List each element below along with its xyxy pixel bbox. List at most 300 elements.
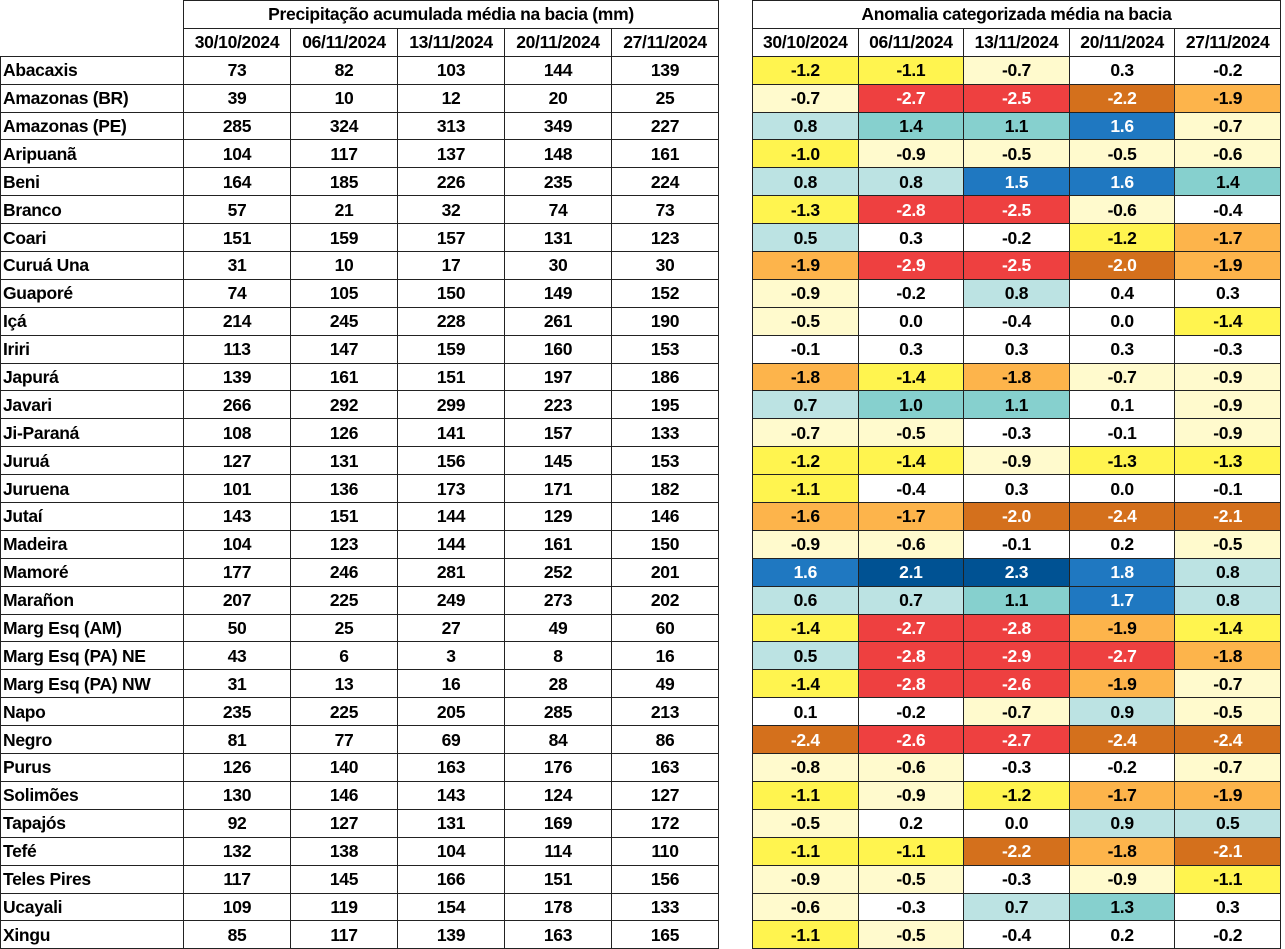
precip-cell: 104 xyxy=(184,530,291,558)
precip-cell: 49 xyxy=(505,614,612,642)
anomaly-cell: -2.9 xyxy=(858,252,964,280)
table-row xyxy=(1,921,719,949)
anomaly-cell: -1.1 xyxy=(753,837,859,865)
precip-cell: 126 xyxy=(184,754,291,782)
anomaly-cell: -2.4 xyxy=(1069,726,1175,754)
anomaly-cell: -0.5 xyxy=(1069,140,1175,168)
table-row xyxy=(753,363,1281,391)
table-row xyxy=(753,614,1281,642)
precip-cell: 43 xyxy=(184,642,291,670)
precip-cell: 131 xyxy=(398,809,505,837)
precip-cell: 152 xyxy=(612,279,719,307)
anomaly-cell: -0.6 xyxy=(1175,140,1281,168)
anomaly-cell: -1.1 xyxy=(753,475,859,503)
precip-cell: 161 xyxy=(505,530,612,558)
precip-date-header: 30/10/2024 xyxy=(184,28,291,56)
anomaly-cell: -2.0 xyxy=(964,503,1070,531)
anomaly-cell: -0.9 xyxy=(964,447,1070,475)
anomaly-cell: -0.7 xyxy=(964,56,1070,84)
anomaly-cell: 0.3 xyxy=(858,224,964,252)
anomaly-cell: -1.9 xyxy=(1175,84,1281,112)
anomaly-cell: -1.2 xyxy=(753,56,859,84)
table-row xyxy=(1,391,719,419)
table-row xyxy=(1,140,719,168)
anomaly-cell: 0.7 xyxy=(753,391,859,419)
precip-cell: 227 xyxy=(612,112,719,140)
table-row xyxy=(753,391,1281,419)
basin-name: Iriri xyxy=(1,335,184,363)
basin-name: Juruá xyxy=(1,447,184,475)
precip-cell: 223 xyxy=(505,391,612,419)
anomaly-cell: -0.2 xyxy=(1069,754,1175,782)
anomaly-cell: 0.2 xyxy=(1069,921,1175,949)
table-row xyxy=(753,698,1281,726)
anomaly-cell: -0.2 xyxy=(858,698,964,726)
anomaly-cell: -1.1 xyxy=(858,56,964,84)
precip-cell: 85 xyxy=(184,921,291,949)
anomaly-cell: -2.8 xyxy=(858,642,964,670)
anomaly-cell: -0.9 xyxy=(753,530,859,558)
anomaly-cell: -1.1 xyxy=(753,781,859,809)
precip-cell: 117 xyxy=(184,865,291,893)
basin-name: Purus xyxy=(1,754,184,782)
table-row xyxy=(1,56,719,84)
table-row xyxy=(1,586,719,614)
anomaly-cell: 2.3 xyxy=(964,558,1070,586)
basin-name: Negro xyxy=(1,726,184,754)
anomaly-cell: -2.5 xyxy=(964,84,1070,112)
table-row xyxy=(753,140,1281,168)
anomaly-cell: -0.7 xyxy=(753,419,859,447)
precip-cell: 148 xyxy=(505,140,612,168)
basin-name: Marg Esq (PA) NE xyxy=(1,642,184,670)
precip-cell: 266 xyxy=(184,391,291,419)
precip-cell: 151 xyxy=(291,503,398,531)
anomaly-cell: 0.0 xyxy=(1069,307,1175,335)
table-row xyxy=(1,754,719,782)
precip-cell: 16 xyxy=(398,670,505,698)
anomaly-cell: -0.4 xyxy=(964,921,1070,949)
anomaly-cell: 1.4 xyxy=(1175,168,1281,196)
precip-cell: 139 xyxy=(612,56,719,84)
precip-cell: 136 xyxy=(291,475,398,503)
anomaly-cell: -0.4 xyxy=(858,475,964,503)
anomaly-cell: -0.6 xyxy=(858,530,964,558)
anomaly-cell: 2.1 xyxy=(858,558,964,586)
precip-cell: 201 xyxy=(612,558,719,586)
basin-name: Javari xyxy=(1,391,184,419)
precip-cell: 159 xyxy=(291,224,398,252)
anomaly-cell: -2.4 xyxy=(753,726,859,754)
anomaly-cell: 0.7 xyxy=(858,586,964,614)
precip-cell: 21 xyxy=(291,196,398,224)
precip-cell: 123 xyxy=(291,530,398,558)
precip-cell: 17 xyxy=(398,252,505,280)
precip-cell: 235 xyxy=(184,698,291,726)
precip-cell: 228 xyxy=(398,307,505,335)
table-row xyxy=(1,670,719,698)
precip-date-header: 20/11/2024 xyxy=(505,28,612,56)
basin-name: Abacaxis xyxy=(1,56,184,84)
precip-cell: 285 xyxy=(184,112,291,140)
anomaly-date-header: 13/11/2024 xyxy=(964,28,1070,56)
precip-cell: 138 xyxy=(291,837,398,865)
anomaly-cell: -0.5 xyxy=(964,140,1070,168)
table-row xyxy=(753,558,1281,586)
table-row xyxy=(1,837,719,865)
precip-cell: 139 xyxy=(398,921,505,949)
anomaly-table xyxy=(752,0,1281,949)
precip-cell: 133 xyxy=(612,893,719,921)
anomaly-cell: -2.8 xyxy=(858,196,964,224)
anomaly-cell: -0.2 xyxy=(1175,56,1281,84)
precip-cell: 126 xyxy=(291,419,398,447)
precip-cell: 12 xyxy=(398,84,505,112)
anomaly-date-header: 30/10/2024 xyxy=(753,28,859,56)
precip-cell: 127 xyxy=(184,447,291,475)
precip-cell: 157 xyxy=(505,419,612,447)
anomaly-cell: -0.5 xyxy=(858,921,964,949)
precip-cell: 30 xyxy=(505,252,612,280)
anomaly-cell: 1.1 xyxy=(964,112,1070,140)
anomaly-cell: 1.6 xyxy=(1069,168,1175,196)
table-row xyxy=(753,754,1281,782)
corner-cell xyxy=(1,1,184,29)
precip-date-header: 06/11/2024 xyxy=(291,28,398,56)
table-row xyxy=(753,307,1281,335)
anomaly-cell: -1.7 xyxy=(858,503,964,531)
precip-cell: 164 xyxy=(184,168,291,196)
table-row xyxy=(753,196,1281,224)
table-row xyxy=(753,893,1281,921)
anomaly-cell: -0.7 xyxy=(1175,754,1281,782)
anomaly-cell: -2.5 xyxy=(964,196,1070,224)
precip-cell: 131 xyxy=(505,224,612,252)
precip-cell: 156 xyxy=(612,865,719,893)
anomaly-date-header: 20/11/2024 xyxy=(1069,28,1175,56)
precip-cell: 60 xyxy=(612,614,719,642)
table-row xyxy=(1,279,719,307)
precip-cell: 186 xyxy=(612,363,719,391)
table-row xyxy=(1,84,719,112)
precip-cell: 150 xyxy=(612,530,719,558)
basin-name: Amazonas (PE) xyxy=(1,112,184,140)
anomaly-cell: -0.5 xyxy=(858,865,964,893)
basin-name: Içá xyxy=(1,307,184,335)
precip-cell: 10 xyxy=(291,84,398,112)
precip-cell: 245 xyxy=(291,307,398,335)
precip-cell: 153 xyxy=(612,447,719,475)
table-row xyxy=(753,475,1281,503)
anomaly-cell: -0.3 xyxy=(858,893,964,921)
anomaly-cell: 1.3 xyxy=(1069,893,1175,921)
precip-cell: 108 xyxy=(184,419,291,447)
anomaly-cell: 0.4 xyxy=(1069,279,1175,307)
anomaly-cell: 1.1 xyxy=(964,586,1070,614)
anomaly-cell: 0.8 xyxy=(858,168,964,196)
basin-name: Japurá xyxy=(1,363,184,391)
anomaly-cell: -2.8 xyxy=(964,614,1070,642)
precip-cell: 213 xyxy=(612,698,719,726)
precip-cell: 349 xyxy=(505,112,612,140)
precip-cell: 163 xyxy=(612,754,719,782)
table-row xyxy=(753,447,1281,475)
precip-cell: 202 xyxy=(612,586,719,614)
anomaly-cell: 0.8 xyxy=(1175,586,1281,614)
table-row xyxy=(1,865,719,893)
anomaly-cell: 0.1 xyxy=(1069,391,1175,419)
anomaly-cell: -0.9 xyxy=(753,279,859,307)
anomaly-cell: -0.7 xyxy=(1069,363,1175,391)
precip-cell: 92 xyxy=(184,809,291,837)
precip-cell: 104 xyxy=(184,140,291,168)
anomaly-cell: -0.9 xyxy=(858,781,964,809)
precip-cell: 225 xyxy=(291,586,398,614)
precip-cell: 163 xyxy=(398,754,505,782)
anomaly-date-header: 06/11/2024 xyxy=(858,28,964,56)
anomaly-cell: 0.2 xyxy=(858,809,964,837)
precip-cell: 281 xyxy=(398,558,505,586)
anomaly-cell: 0.3 xyxy=(1175,893,1281,921)
precip-cell: 149 xyxy=(505,279,612,307)
anomaly-cell: -0.3 xyxy=(964,865,1070,893)
precip-cell: 127 xyxy=(612,781,719,809)
precip-cell: 110 xyxy=(612,837,719,865)
precip-cell: 273 xyxy=(505,586,612,614)
anomaly-cell: -2.2 xyxy=(964,837,1070,865)
anomaly-cell: -2.1 xyxy=(1175,837,1281,865)
anomaly-cell: -1.0 xyxy=(753,140,859,168)
precip-cell: 151 xyxy=(184,224,291,252)
anomaly-cell: 0.3 xyxy=(964,335,1070,363)
precip-cell: 113 xyxy=(184,335,291,363)
precip-cell: 49 xyxy=(612,670,719,698)
anomaly-cell: 0.5 xyxy=(753,224,859,252)
anomaly-cell: -2.1 xyxy=(1175,503,1281,531)
basin-name: Jutaí xyxy=(1,503,184,531)
precip-cell: 123 xyxy=(612,224,719,252)
anomaly-cell: -1.2 xyxy=(753,447,859,475)
table-row xyxy=(753,530,1281,558)
precip-cell: 145 xyxy=(291,865,398,893)
anomaly-cell: -1.9 xyxy=(1175,252,1281,280)
precip-cell: 160 xyxy=(505,335,612,363)
anomaly-cell: -0.3 xyxy=(964,419,1070,447)
precip-cell: 109 xyxy=(184,893,291,921)
table-row xyxy=(1,196,719,224)
precip-cell: 105 xyxy=(291,279,398,307)
basin-name: Ji-Paraná xyxy=(1,419,184,447)
anomaly-cell: -0.1 xyxy=(1175,475,1281,503)
anomaly-title: Anomalia categorizada média na bacia xyxy=(753,1,1281,29)
precip-cell: 171 xyxy=(505,475,612,503)
anomaly-cell: 0.3 xyxy=(1069,56,1175,84)
table-row xyxy=(1,252,719,280)
precip-cell: 132 xyxy=(184,837,291,865)
table-row xyxy=(753,279,1281,307)
basin-name: Napo xyxy=(1,698,184,726)
anomaly-cell: -1.1 xyxy=(858,837,964,865)
anomaly-cell: 1.1 xyxy=(964,391,1070,419)
basin-name: Amazonas (BR) xyxy=(1,84,184,112)
table-row xyxy=(753,865,1281,893)
precip-cell: 172 xyxy=(612,809,719,837)
precip-cell: 6 xyxy=(291,642,398,670)
precip-cell: 146 xyxy=(612,503,719,531)
anomaly-cell: -0.5 xyxy=(753,307,859,335)
anomaly-cell: 0.8 xyxy=(964,279,1070,307)
anomaly-cell: 0.3 xyxy=(1175,279,1281,307)
precip-cell: 137 xyxy=(398,140,505,168)
precip-cell: 74 xyxy=(184,279,291,307)
anomaly-cell: -0.6 xyxy=(1069,196,1175,224)
anomaly-cell: -0.8 xyxy=(753,754,859,782)
precip-cell: 205 xyxy=(398,698,505,726)
anomaly-cell: 0.7 xyxy=(964,893,1070,921)
precip-cell: 153 xyxy=(612,335,719,363)
table-row xyxy=(1,530,719,558)
precip-cell: 114 xyxy=(505,837,612,865)
precip-cell: 74 xyxy=(505,196,612,224)
precip-cell: 224 xyxy=(612,168,719,196)
precip-cell: 150 xyxy=(398,279,505,307)
basin-name: Xingu xyxy=(1,921,184,949)
anomaly-cell: -0.1 xyxy=(753,335,859,363)
anomaly-cell: -1.8 xyxy=(964,363,1070,391)
precip-cell: 143 xyxy=(398,781,505,809)
precip-cell: 28 xyxy=(505,670,612,698)
precip-cell: 133 xyxy=(612,419,719,447)
basin-name: Beni xyxy=(1,168,184,196)
anomaly-cell: -0.9 xyxy=(1175,391,1281,419)
precip-cell: 3 xyxy=(398,642,505,670)
anomaly-cell: -1.4 xyxy=(1175,614,1281,642)
anomaly-cell: 0.3 xyxy=(1069,335,1175,363)
anomaly-cell: 0.6 xyxy=(753,586,859,614)
precip-cell: 20 xyxy=(505,84,612,112)
precip-cell: 299 xyxy=(398,391,505,419)
basin-name: Guaporé xyxy=(1,279,184,307)
table-row xyxy=(1,307,719,335)
anomaly-cell: -0.9 xyxy=(858,140,964,168)
precip-cell: 86 xyxy=(612,726,719,754)
precip-cell: 16 xyxy=(612,642,719,670)
anomaly-cell: -0.7 xyxy=(753,84,859,112)
precip-cell: 182 xyxy=(612,475,719,503)
precip-cell: 130 xyxy=(184,781,291,809)
precip-cell: 10 xyxy=(291,252,398,280)
precip-cell: 249 xyxy=(398,586,505,614)
table-row xyxy=(753,224,1281,252)
basin-name: Curuá Una xyxy=(1,252,184,280)
basin-name: Marg Esq (PA) NW xyxy=(1,670,184,698)
basin-name: Marañon xyxy=(1,586,184,614)
precip-cell: 31 xyxy=(184,252,291,280)
anomaly-cell: 0.1 xyxy=(753,698,859,726)
precip-cell: 50 xyxy=(184,614,291,642)
anomaly-cell: -0.7 xyxy=(964,698,1070,726)
anomaly-cell: -0.9 xyxy=(1069,865,1175,893)
precip-cell: 173 xyxy=(398,475,505,503)
anomaly-cell: -1.9 xyxy=(1069,670,1175,698)
precip-cell: 27 xyxy=(398,614,505,642)
table-row xyxy=(1,893,719,921)
table-row xyxy=(1,419,719,447)
precip-cell: 235 xyxy=(505,168,612,196)
table-row xyxy=(1,809,719,837)
table-row xyxy=(753,335,1281,363)
basin-name: Aripuanã xyxy=(1,140,184,168)
precip-cell: 8 xyxy=(505,642,612,670)
precip-cell: 151 xyxy=(505,865,612,893)
anomaly-cell: -0.9 xyxy=(753,865,859,893)
anomaly-cell: 0.8 xyxy=(1175,558,1281,586)
anomaly-cell: -2.7 xyxy=(964,726,1070,754)
anomaly-cell: -1.4 xyxy=(1175,307,1281,335)
basin-name: Mamoré xyxy=(1,558,184,586)
anomaly-cell: -1.9 xyxy=(753,252,859,280)
precip-cell: 197 xyxy=(505,363,612,391)
table-row xyxy=(753,642,1281,670)
basin-name: Coari xyxy=(1,224,184,252)
anomaly-cell: -0.4 xyxy=(1175,196,1281,224)
precip-cell: 77 xyxy=(291,726,398,754)
table-row xyxy=(1,475,719,503)
precip-cell: 69 xyxy=(398,726,505,754)
precip-cell: 156 xyxy=(398,447,505,475)
table-row xyxy=(753,84,1281,112)
anomaly-cell: -0.1 xyxy=(964,530,1070,558)
precip-cell: 252 xyxy=(505,558,612,586)
table-row xyxy=(1,698,719,726)
precip-cell: 147 xyxy=(291,335,398,363)
precip-cell: 39 xyxy=(184,84,291,112)
anomaly-cell: -0.7 xyxy=(1175,112,1281,140)
anomaly-cell: -2.7 xyxy=(858,614,964,642)
precip-cell: 31 xyxy=(184,670,291,698)
precip-cell: 73 xyxy=(184,56,291,84)
anomaly-cell: -2.4 xyxy=(1069,503,1175,531)
anomaly-cell: -0.2 xyxy=(1175,921,1281,949)
precip-cell: 313 xyxy=(398,112,505,140)
basin-name: Solimões xyxy=(1,781,184,809)
table-row xyxy=(753,837,1281,865)
anomaly-cell: -1.4 xyxy=(753,614,859,642)
table-row xyxy=(1,503,719,531)
anomaly-cell: 0.3 xyxy=(964,475,1070,503)
table-row xyxy=(753,503,1281,531)
anomaly-cell: -1.4 xyxy=(858,447,964,475)
basin-name: Juruena xyxy=(1,475,184,503)
anomaly-cell: -1.2 xyxy=(964,781,1070,809)
anomaly-cell: 0.2 xyxy=(1069,530,1175,558)
anomaly-cell: -2.4 xyxy=(1175,726,1281,754)
anomaly-cell: -1.8 xyxy=(1175,642,1281,670)
precip-cell: 144 xyxy=(398,503,505,531)
precip-cell: 154 xyxy=(398,893,505,921)
anomaly-cell: -0.5 xyxy=(753,809,859,837)
basin-name: Ucayali xyxy=(1,893,184,921)
table-row xyxy=(753,419,1281,447)
table-row xyxy=(753,670,1281,698)
table-row xyxy=(1,781,719,809)
anomaly-cell: 1.4 xyxy=(858,112,964,140)
precip-cell: 127 xyxy=(291,809,398,837)
precip-cell: 214 xyxy=(184,307,291,335)
table-row xyxy=(1,642,719,670)
anomaly-cell: -0.2 xyxy=(964,224,1070,252)
anomaly-cell: -1.7 xyxy=(1069,781,1175,809)
